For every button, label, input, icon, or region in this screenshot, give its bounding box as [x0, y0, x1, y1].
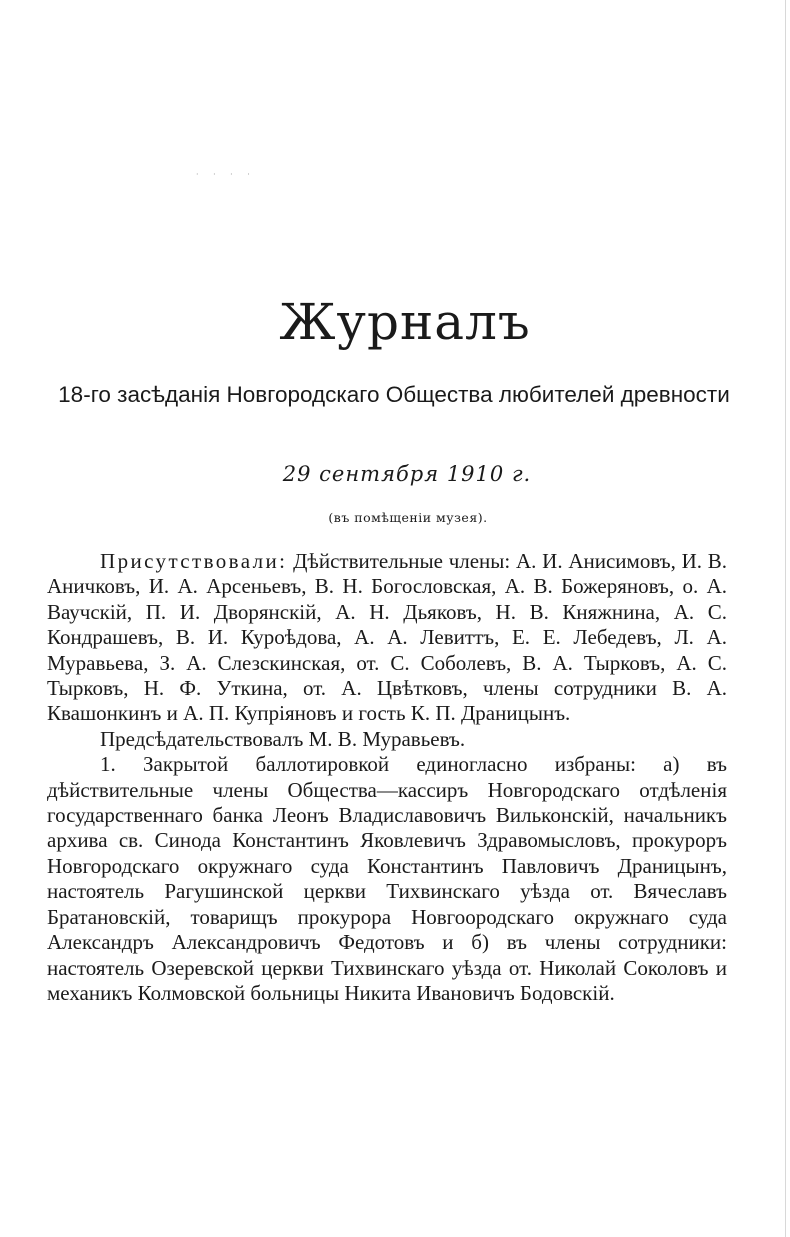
- meeting-subtitle: 18-го засѣданія Новгородскаго Общества любителей древности: [58, 382, 730, 407]
- attendance-text: Дѣйствительные члены: А. И. Анисимовъ, И. В. Аничковъ, И. А. Арсеньевъ, В. Н. Богословская, А. В. Божеряновъ, о. А. Ваучскій, П. И. Дворянскій, А. Н. Дьяковъ, Н. В. Княжнина, А. С. Кондрашевъ, В. И. Куроѣдова, А. А. Левиттъ, Е. Е. Лебедевъ, Л. А. Муравьева, З. А. Слезскинская, от. С. Соболевъ, В. А. Тырковъ, А. С. Тырковъ, Н. Ф. Уткина, от. А. Цвѣтковъ, члены сотрудники В. А. Квашонкинъ и А. П. Купріяновъ и гость К. П. Драницынъ.: [47, 549, 727, 726]
- attendance-label: Присутствовали:: [100, 549, 288, 573]
- chair-paragraph: Предсѣдательствовалъ М. В. Муравьевъ.: [100, 726, 466, 751]
- journal-body: [47, 549, 727, 1006]
- meeting-date: 29 сентября 1910 г.: [282, 462, 532, 486]
- print-specks-decoration: · · · ·: [196, 170, 256, 179]
- item-1-paragraph: 1. Закрытой баллотировкой единогласно избраны: а) въ дѣйствительные члены Общества—кассиръ Новгородскаго отдѣленія государственнаго банка Леонъ Владиславовичъ Вильконскій, начальникъ архива св. Синода Константинъ Яковлевичъ Здравомысловъ, прокуроръ Новгородскаго окружнаго суда Константинъ Павловичъ Драницынъ, настоятель Рагушинской церкви Тихвинскаго уѣзда от. Вячеславъ Братановскій, товарищъ прокурора Новгоородскаго окружнаго суда Александръ Александровичъ Федотовъ и б) въ члены сотрудники: настоятель Озеревской церкви Тихвинскаго уѣзда от. Николай Соколовъ и механикъ Колмовской больницы Никита Ивановичъ Бодовскій.: [47, 752, 727, 1005]
- meeting-location: (въ помѣщеніи музея).: [328, 510, 488, 525]
- attendance-paragraph: [47, 549, 727, 727]
- page-edge-line: [785, 0, 786, 1237]
- journal-title: Журналъ: [279, 293, 531, 351]
